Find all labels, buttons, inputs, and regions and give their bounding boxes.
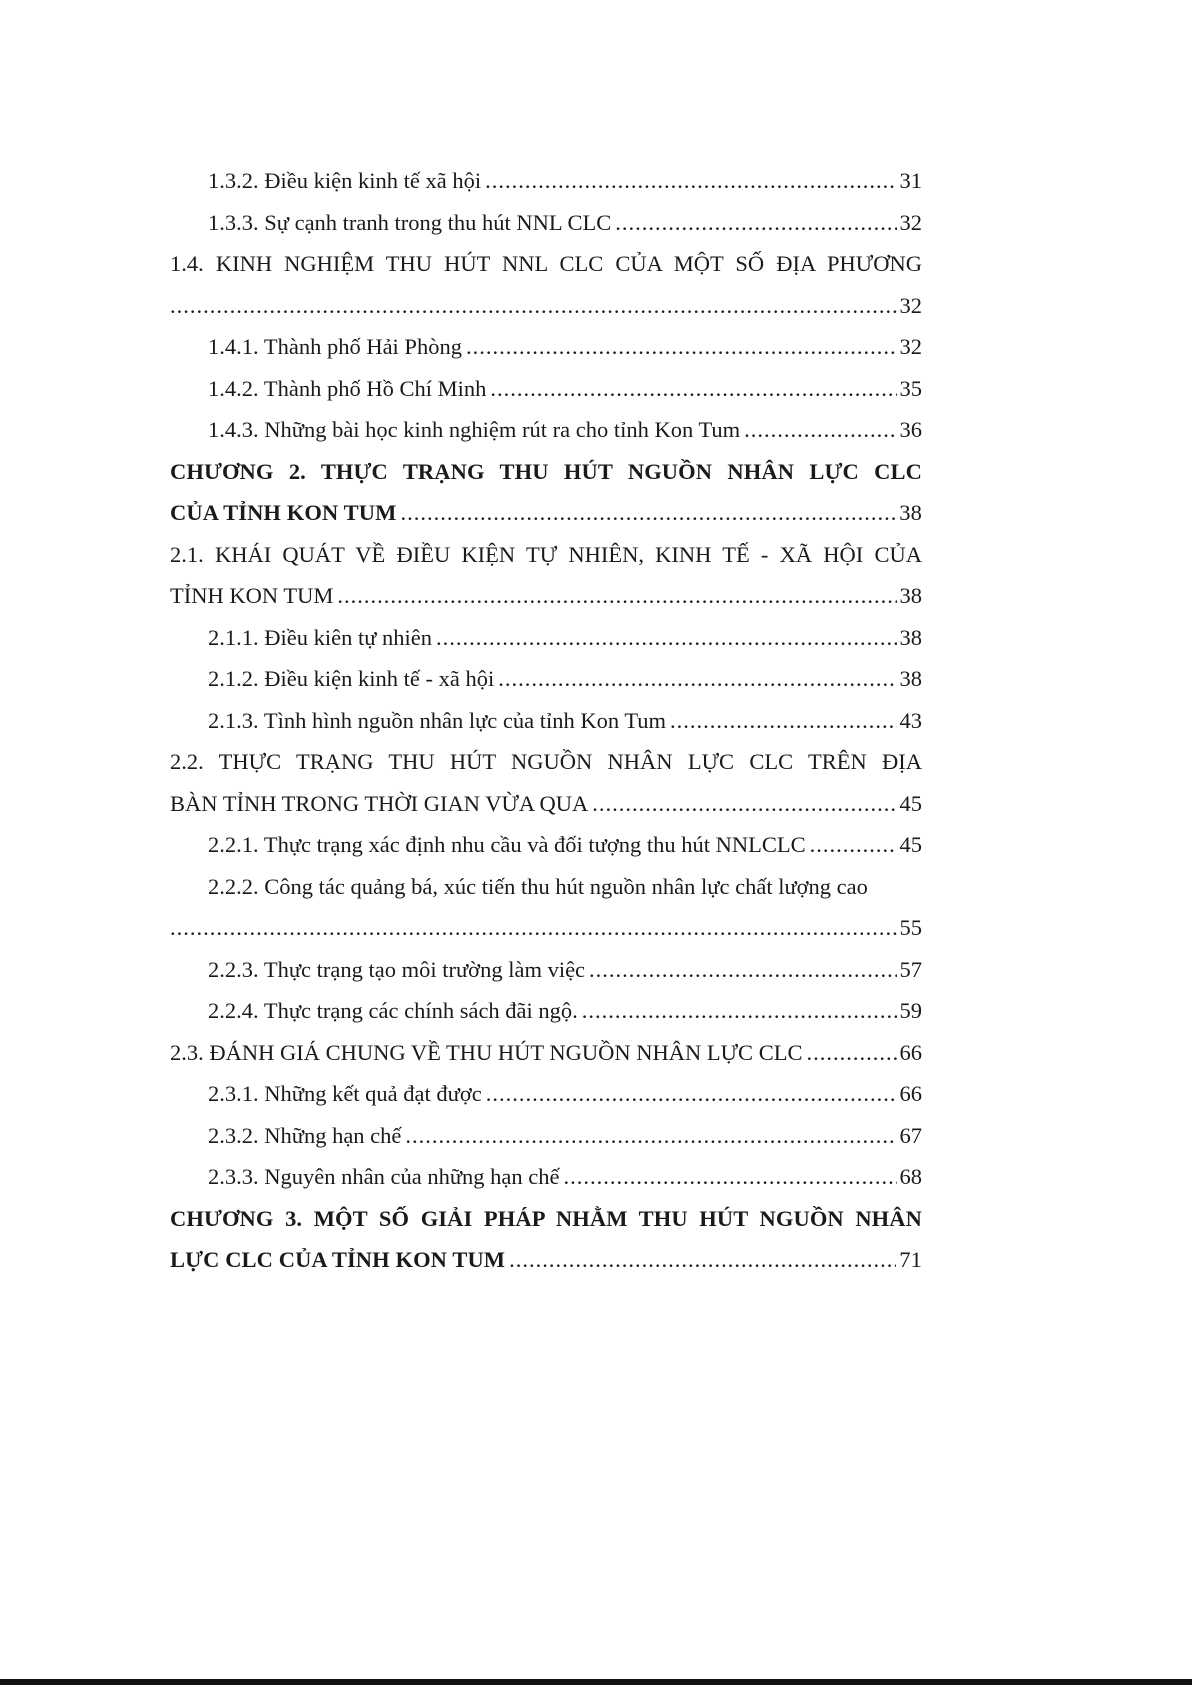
toc-entry-1-4-2 xyxy=(170,368,922,410)
toc-page-number: 36 xyxy=(899,417,922,442)
toc-heading-2-2-line-2 xyxy=(170,783,922,825)
toc-entry-2-1-1 xyxy=(170,617,922,659)
toc-heading-1-4: 1.4. KINH NGHIỆM THU HÚT NNL CLC CỦA MỘT SỐ ĐỊA PHƯƠNG xyxy=(170,251,922,276)
toc-page-number: 45 xyxy=(899,790,922,816)
toc-page-number: 32 xyxy=(899,209,922,235)
toc-entry-label: 2.1.3. Tình hình nguồn nhân lực của tỉnh Kon Tum xyxy=(208,707,667,733)
toc-leader-dots xyxy=(170,285,897,327)
toc-page-number: 32 xyxy=(899,334,922,359)
toc-page-number: 57 xyxy=(899,956,922,982)
toc-heading-2-2-line-1: 2.2. THỰC TRẠNG THU HÚT NGUỒN NHÂN LỰC CLC TRÊN ĐỊA xyxy=(170,749,922,774)
toc-chapter-3-line-1: CHƯƠNG 3. MỘT SỐ GIẢI PHÁP NHẰM THU HÚT NGUỒN NHÂN xyxy=(170,1205,922,1231)
toc-page-number: 38 xyxy=(899,500,922,525)
toc-entry-2-2-4 xyxy=(170,990,922,1032)
toc-entry-label: 2.1.1. Điều kiên tự nhiên xyxy=(208,624,433,650)
toc-entry-label: 2.2.3. Thực trạng tạo môi trường làm việc xyxy=(208,956,586,982)
toc-entry-label: 2.3.2. Những hạn chế xyxy=(208,1122,402,1148)
toc-page-number: 43 xyxy=(899,707,922,733)
toc-heading-2-3 xyxy=(170,1032,922,1074)
toc-entry-label: 2.2.4. Thực trạng các chính sách đãi ngộ. xyxy=(208,998,578,1023)
toc-heading-2-1-line-2 xyxy=(170,575,922,617)
toc-entry-1-3-3 xyxy=(170,202,922,244)
toc-entry-label: 2.1.2. Điều kiện kinh tế - xã hội xyxy=(208,666,495,691)
toc-entry-label: 1.4.2. Thành phố Hồ Chí Minh xyxy=(208,375,487,401)
toc-leader-dots xyxy=(670,700,896,742)
toc-page-number: 71 xyxy=(899,1247,922,1272)
toc-entry-1-4-1 xyxy=(170,326,922,368)
toc-leader-dots xyxy=(563,1156,896,1198)
toc-entry-2-2-2 xyxy=(170,866,922,908)
toc-entry-1-4-leader xyxy=(170,285,922,327)
toc-entry-label: LỰC CLC CỦA TỈNH KON TUM xyxy=(170,1247,506,1272)
toc-leader-dots xyxy=(810,824,897,866)
toc-page-number: 66 xyxy=(899,1039,922,1065)
toc-leader-dots xyxy=(589,949,896,991)
toc-chapter-3-line-2 xyxy=(170,1239,922,1281)
toc-entry-label: CỦA TỈNH KON TUM xyxy=(170,500,397,525)
toc-page-number: 38 xyxy=(899,583,922,608)
toc-entry-label: 1.3.3. Sự cạnh tranh trong thu hút NNL CLC xyxy=(208,209,612,235)
toc-entry-label: 2.2.2. Công tác quảng bá, xúc tiến thu hút nguồn nhân lực chất lượng cao xyxy=(208,873,868,899)
toc-page-number: 38 xyxy=(899,666,922,691)
toc-leader-dots xyxy=(498,658,896,700)
toc-entry-label: 2.3.3. Nguyên nhân của những hạn chế xyxy=(208,1164,560,1189)
toc-page-number: 67 xyxy=(899,1122,922,1148)
toc-leader-dots xyxy=(337,575,896,617)
toc-page-number: 68 xyxy=(899,1164,922,1189)
toc-entry-2-3-3 xyxy=(170,1156,922,1198)
toc-page-number: 32 xyxy=(899,292,922,318)
toc-entry-1-4-3 xyxy=(170,409,922,451)
toc-leader-dots xyxy=(405,1115,896,1157)
toc-page-number: 31 xyxy=(899,168,922,193)
toc-entry-2-2-1 xyxy=(170,824,922,866)
toc-chapter-2-line-2 xyxy=(170,492,922,534)
toc-page-number: 59 xyxy=(899,998,922,1023)
toc-entry-label: 2.3.1. Những kết quả đạt được xyxy=(208,1081,482,1106)
toc-entry-2-1-2 xyxy=(170,658,922,700)
toc-heading-2-1-line-1: 2.1. KHÁI QUÁT VỀ ĐIỀU KIỆN TỰ NHIÊN, KINH TẾ - XÃ HỘI CỦA xyxy=(170,541,922,567)
toc-leader-dots xyxy=(485,160,896,202)
toc-leader-dots xyxy=(806,1032,896,1074)
toc-page-number: 38 xyxy=(899,624,922,650)
toc-entry-label: 2.2.1. Thực trạng xác định nhu cầu và đối tượng thu hút NNLCLC xyxy=(208,832,806,857)
toc-leader-dots xyxy=(490,368,896,410)
toc-page-number: 66 xyxy=(899,1081,922,1106)
toc-chapter-2-line-1: CHƯƠNG 2. THỰC TRẠNG THU HÚT NGUỒN NHÂN LỰC CLC xyxy=(170,458,922,484)
toc-entry-label: 2.3. ĐÁNH GIÁ CHUNG VỀ THU HÚT NGUỒN NHÂN LỰC CLC xyxy=(170,1039,803,1065)
toc-page-number: 55 xyxy=(899,915,922,940)
toc-leader-dots xyxy=(170,907,897,949)
toc-page-number: 35 xyxy=(899,375,922,401)
toc-leader-dots xyxy=(486,1073,897,1115)
toc-leader-dots xyxy=(466,326,897,368)
toc-entry-2-3-1 xyxy=(170,1073,922,1115)
toc-leader-dots xyxy=(615,202,896,244)
toc-leader-dots xyxy=(400,492,896,534)
toc-leader-dots xyxy=(744,409,896,451)
toc-entry-2-1-3 xyxy=(170,700,922,742)
toc-entry-label: TỈNH KON TUM xyxy=(170,583,334,608)
toc-entry-label: 1.4.3. Những bài học kinh nghiệm rút ra cho tỉnh Kon Tum xyxy=(208,417,741,442)
toc-entry-label: 1.4.1. Thành phố Hải Phòng xyxy=(208,334,462,359)
toc-entry-label: BÀN TỈNH TRONG THỜI GIAN VỪA QUA xyxy=(170,790,589,816)
page-bottom-border xyxy=(0,1679,1192,1685)
table-of-contents xyxy=(170,160,922,1281)
toc-entry-label: 1.3.2. Điều kiện kinh tế xã hội xyxy=(208,168,482,193)
toc-leader-dots xyxy=(509,1239,896,1281)
toc-leader-dots xyxy=(582,990,897,1032)
toc-entry-2-2-3 xyxy=(170,949,922,991)
toc-page-number: 45 xyxy=(899,832,922,857)
toc-leader-dots xyxy=(592,783,896,825)
toc-leader-dots xyxy=(436,617,896,659)
toc-entry-2-3-2 xyxy=(170,1115,922,1157)
toc-entry-2-2-2-leader xyxy=(170,907,922,949)
toc-entry-1-3-2 xyxy=(170,160,922,202)
